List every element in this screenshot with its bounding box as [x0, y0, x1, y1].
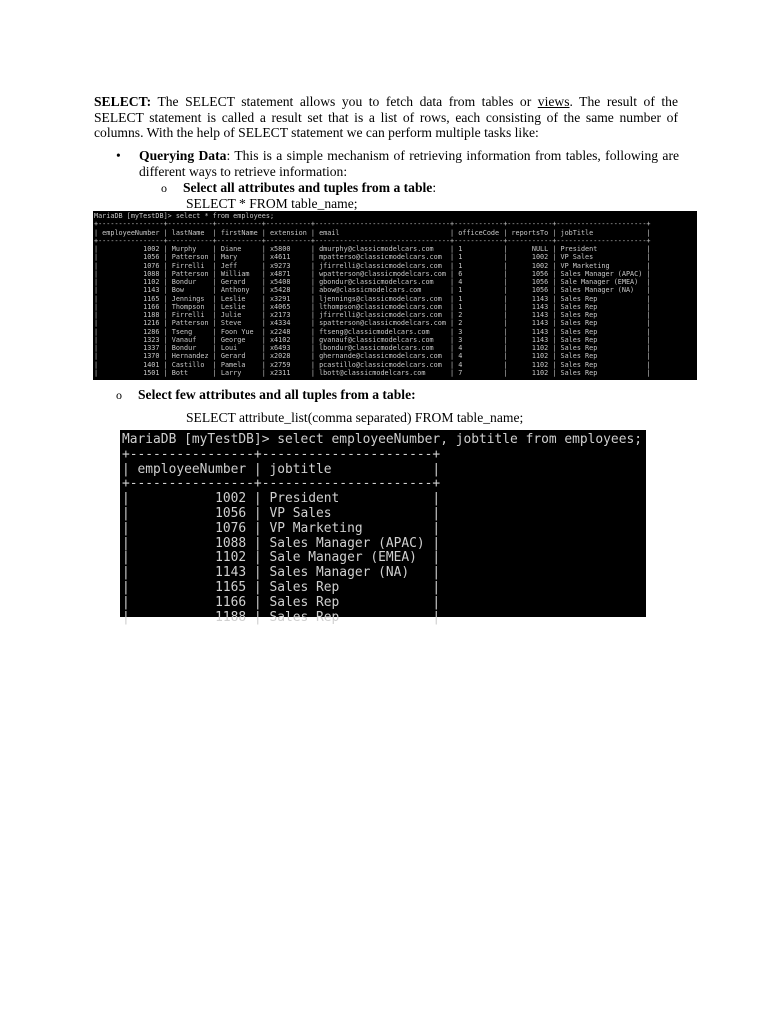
terminal-output — [120, 430, 646, 625]
terminal-line: | 1188 | Firrelli | Julie | x2173 | jfirrelli@classicmodelcars.com | 2 | 1143 | Sales Rep | — [94, 311, 651, 319]
bullet-label: Querying Data — [139, 148, 227, 163]
bullet-marker: • — [116, 148, 121, 163]
terminal-prompt: MariaDB [myTestDB]> select employeeNumber, jobtitle from employees; — [122, 432, 642, 447]
sub-item-select-few — [116, 387, 416, 404]
terminal-output — [93, 211, 697, 377]
terminal-line: | 1166 | Sales Rep | — [122, 594, 441, 610]
terminal-line: | 1370 | Hernandez | Gerard | x2028 | ghernande@classicmodelcars.com | 4 | 1102 | Sales Rep | — [94, 352, 651, 361]
bullet-description: : This is a simple mechanism of retrieving information from tables, following are different ways to retrieve information: — [139, 148, 679, 179]
sub-item-title: Select all attributes and tuples from a table — [183, 180, 433, 195]
terminal-line: +----------------+----------------------+ — [122, 446, 441, 462]
intro-paragraph — [94, 94, 678, 141]
terminal-line: | 1337 | Bondur | Loui | x6493 | lbondur@classicmodelcars.com | 4 | 1102 | Sales Rep | — [94, 344, 651, 352]
intro-text: The SELECT statement allows you to fetch data from tables or — [151, 94, 538, 109]
terminal-line: | 1002 | President | — [122, 491, 441, 507]
sub-item-title-suffix: : — [432, 180, 437, 195]
terminal-line: | employeeNumber | lastName | firstName | extension | email | officeCode | reportsTo | jobTitle | — [94, 228, 651, 237]
terminal-line: | 1102 | Bondur | Gerard | x5408 | gbondur@classicmodelcars.com | 4 | 1056 | Sale Manager (EMEA) | — [94, 278, 651, 286]
terminal-line: | employeeNumber | jobtitle | — [122, 461, 441, 477]
terminal-line: | 1216 | Patterson | Steve | x4334 | spatterson@classicmodelcars.com | 2 | 1143 | Sales Rep | — [94, 319, 651, 328]
terminal-line: | 1088 | Patterson | William | x4871 | wpatterson@classicmodelcars.com | 6 | 1056 | Sales Manager (APAC) | — [94, 269, 651, 278]
terminal-line: +----------------+-----------+-----------+-----------+---------------------------------+------------+-----------+----------------------+ — [94, 220, 651, 229]
sub-item-title: Select few attributes and all tuples from a table: — [138, 387, 416, 402]
views-link[interactable]: views — [537, 94, 570, 109]
terminal-line: | 1143 | Bow | Anthony | x5428 | abow@classicmodelcars.com | 1 | 1056 | Sales Manager (NA) | — [94, 286, 651, 295]
sub-marker: o — [161, 181, 167, 195]
terminal-screenshot-select-all — [93, 211, 697, 380]
terminal-screenshot-select-few — [120, 430, 646, 625]
terminal-line: +----------------+----------------------+ — [122, 476, 441, 492]
terminal-line: | 1056 | Patterson | Mary | x4611 | mpatterso@classicmodelcars.com | 1 | 1002 | VP Sales | — [94, 253, 651, 262]
terminal-line: | 1002 | Murphy | Diane | x5800 | dmurphy@classicmodelcars.com | 1 | NULL | President | — [94, 245, 651, 253]
sub-item-select-all — [161, 180, 436, 197]
terminal-line: | 1165 | Jennings | Leslie | x3291 | ljennings@classicmodelcars.com | 1 | 1143 | Sales Rep | — [94, 294, 651, 303]
terminal-line: | 1165 | Sales Rep | — [122, 579, 441, 595]
terminal-line: | 1323 | Vanauf | George | x4102 | gvanauf@classicmodelcars.com | 3 | 1143 | Sales Rep | — [94, 335, 651, 344]
terminal-line: | 1056 | VP Sales | — [122, 505, 441, 521]
sub-marker: o — [116, 388, 122, 402]
terminal-line: | 1143 | Sales Manager (NA) | — [122, 565, 441, 581]
terminal-line: | 1088 | Sales Manager (APAC) | — [122, 535, 441, 551]
select-all-syntax: SELECT * FROM table_name; — [186, 196, 358, 211]
terminal-line: | 1166 | Thompson | Leslie | x4065 | lthompson@classicmodelcars.com | 1 | 1143 | Sales Rep | — [94, 302, 651, 311]
terminal-line: | 1401 | Castillo | Pamela | x2759 | pcastillo@classicmodelcars.com | 4 | 1102 | Sales Rep | — [94, 360, 651, 369]
terminal-line: +----------------+-----------+-----------+-----------+---------------------------------+------------+-----------+----------------------+ — [94, 236, 651, 245]
select-few-syntax: SELECT attribute_list(comma separated) FROM table_name; — [186, 410, 524, 425]
terminal-line: | 1286 | Tseng | Foon Yue | x2248 | ftseng@classicmodelcars.com | 3 | 1143 | Sales Rep | — [94, 327, 651, 336]
bullet-text — [139, 148, 679, 179]
terminal-line: | 1076 | VP Marketing | — [122, 520, 441, 536]
terminal-line: | 1076 | Firrelli | Jeff | x9273 | jfirrelli@classicmodelcars.com | 1 | 1002 | VP Marketing | — [94, 261, 651, 270]
terminal-line: | 1188 | Sales Rep | — [122, 609, 441, 625]
intro-label: SELECT: — [94, 94, 152, 109]
intro-text-continued: . The result of the SELECT statement is called a result set that is a list of rows, each consisting of the same number of columns. With the help of SELECT statement we can perform multiple tasks like: — [94, 94, 679, 140]
terminal-line: | 1501 | Bott | Larry | x2311 | lbott@classicmodelcars.com | 7 | 1102 | Sales Rep | — [94, 368, 651, 377]
terminal-line: | 1102 | Sale Manager (EMEA) | — [122, 550, 441, 566]
terminal-prompt: MariaDB [myTestDB]> select * from employees; — [94, 212, 275, 220]
